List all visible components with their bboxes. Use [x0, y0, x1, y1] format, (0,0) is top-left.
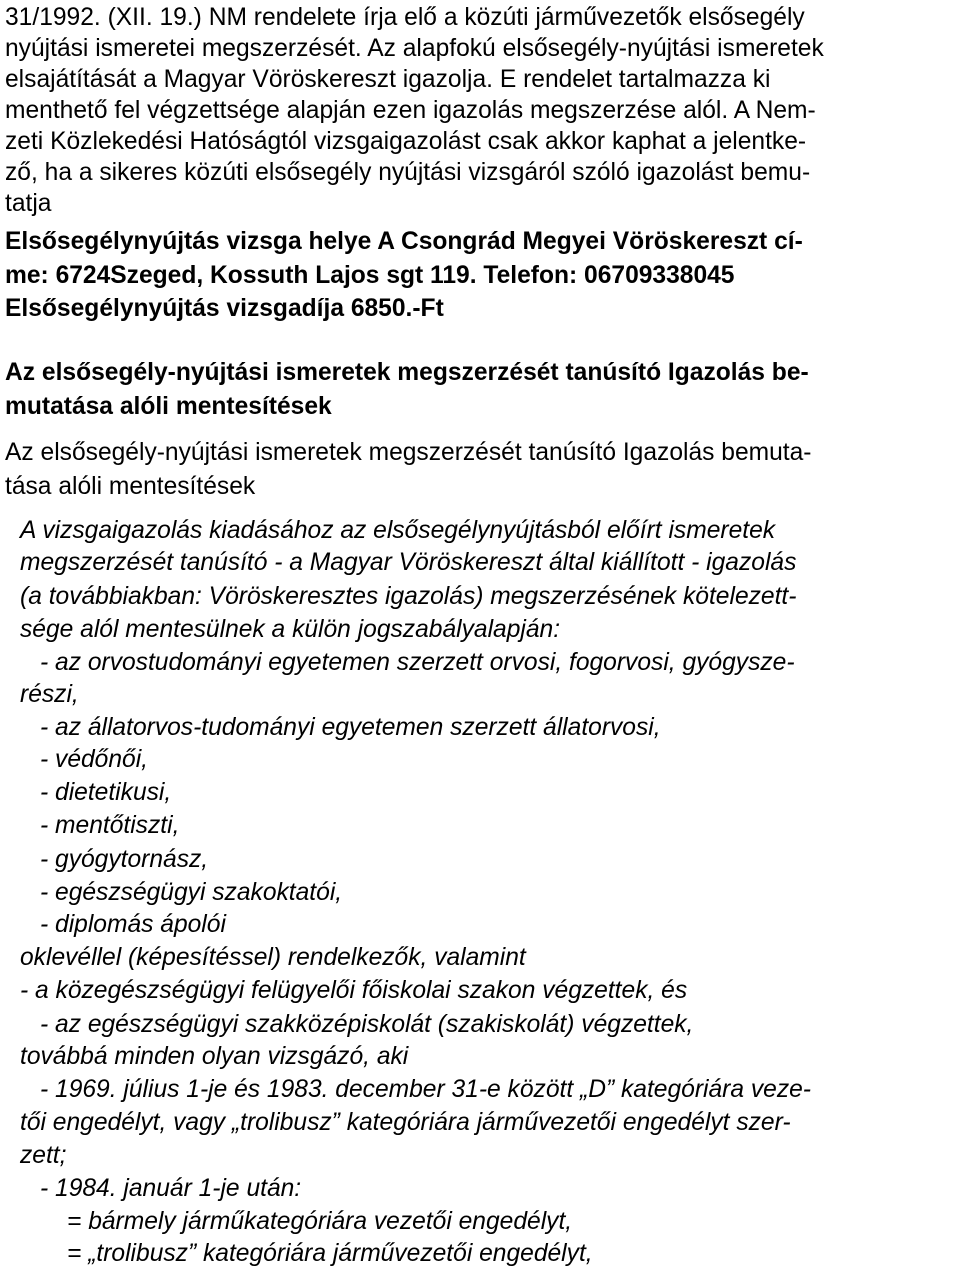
section-heading-line: mutatása alóli mentesítések — [5, 393, 332, 420]
exemption-list-item: - az egészségügyi szakközépiskolát (szakiskolát) végzettek, — [40, 1011, 694, 1038]
section-subheading-line: tása alóli mentesítések — [5, 473, 256, 500]
exemption-list-item: - védőnői, — [40, 746, 149, 773]
exemption-list-item: - az állatorvos-tudományi egyetemen szerzett állatorvosi, — [40, 714, 661, 741]
exemptions-line: sége alól mentesülnek a külön jogszabályalapján: — [20, 616, 561, 643]
exemption-list-item-continued: tői engedélyt, vagy „trolibusz” kategóriára járművezetői engedélyt szer- — [20, 1109, 791, 1136]
exemptions-line: továbbá minden olyan vizsgázó, aki — [20, 1043, 409, 1070]
exemption-list-item: - 1984. január 1-je után: — [40, 1175, 302, 1202]
exam-location-line: Elsősegélynyújtás vizsga helye A Csongrád Megyei Vöröskereszt cí- — [5, 228, 803, 255]
exemptions-line: A vizsgaigazolás kiadásához az elsősegélynyújtásból előírt ismeretek — [20, 517, 776, 544]
exemption-sub-item: = bármely járműkategóriára vezetői engedélyt, — [67, 1208, 573, 1235]
section-heading-line: Az elsősegély-nyújtási ismeretek megszerzését tanúsító Igazolás be- — [5, 359, 809, 386]
exemption-list-item: - 1969. július 1-je és 1983. december 31-e között „D” kategóriára veze- — [40, 1076, 811, 1103]
exam-fee-line: Elsősegélynyújtás vizsgadíja 6850.-Ft — [5, 295, 444, 322]
exemption-list-item: - gyógytornász, — [40, 846, 209, 873]
intro-line: 31/1992. (XII. 19.) NM rendelete írja elő a közúti járművezetők elsősegély — [5, 4, 805, 31]
exemptions-line: megszerzését tanúsító - a Magyar Vöröskereszt által kiállított - igazolás — [20, 549, 797, 576]
intro-line: tatja — [5, 190, 52, 217]
exemption-list-item: - egészségügyi szakoktatói, — [40, 879, 343, 906]
exemption-list-item-continued: részi, — [20, 681, 79, 708]
intro-line: nyújtási ismeretei megszerzését. Az alapfokú elsősegély-nyújtási ismeretek — [5, 35, 824, 62]
exemption-sub-item: = „trolibusz” kategóriára járművezetői engedélyt, — [67, 1240, 593, 1267]
exemption-list-item: - a közegészségügyi felügyelői főiskolai szakon végzettek, és — [20, 977, 688, 1004]
intro-line: ző, ha a sikeres közúti elsősegély nyújtási vizsgáról szóló igazolást bemu- — [5, 159, 811, 186]
exemption-list-item: - diplomás ápolói — [40, 911, 226, 938]
intro-line: zeti Közlekedési Hatóságtól vizsgaigazolást csak akkor kaphat a jelentke- — [5, 128, 807, 155]
intro-line: menthető fel végzettsége alapján ezen igazolás megszerzése alól. A Nem- — [5, 97, 816, 124]
intro-line: elsajátítását a Magyar Vöröskereszt igazolja. E rendelet tartalmazza ki — [5, 66, 771, 93]
exemption-list-item: - mentőtiszti, — [40, 812, 180, 839]
exam-address-phone-line: me: 6724Szeged, Kossuth Lajos sgt 119. Telefon: 06709338045 — [5, 262, 735, 289]
exemptions-line: (a továbbiakban: Vöröskeresztes igazolás) megszerzésének kötelezett- — [20, 583, 797, 610]
exemption-list-item: - dietetikusi, — [40, 779, 172, 806]
exemption-list-item-continued: zett; — [20, 1142, 67, 1169]
exemptions-line: oklevéllel (képesítéssel) rendelkezők, valamint — [20, 944, 526, 971]
section-subheading-line: Az elsősegély-nyújtási ismeretek megszerzését tanúsító Igazolás bemuta- — [5, 439, 812, 466]
exemption-list-item: - az orvostudományi egyetemen szerzett orvosi, fogorvosi, gyógysze- — [40, 649, 795, 676]
